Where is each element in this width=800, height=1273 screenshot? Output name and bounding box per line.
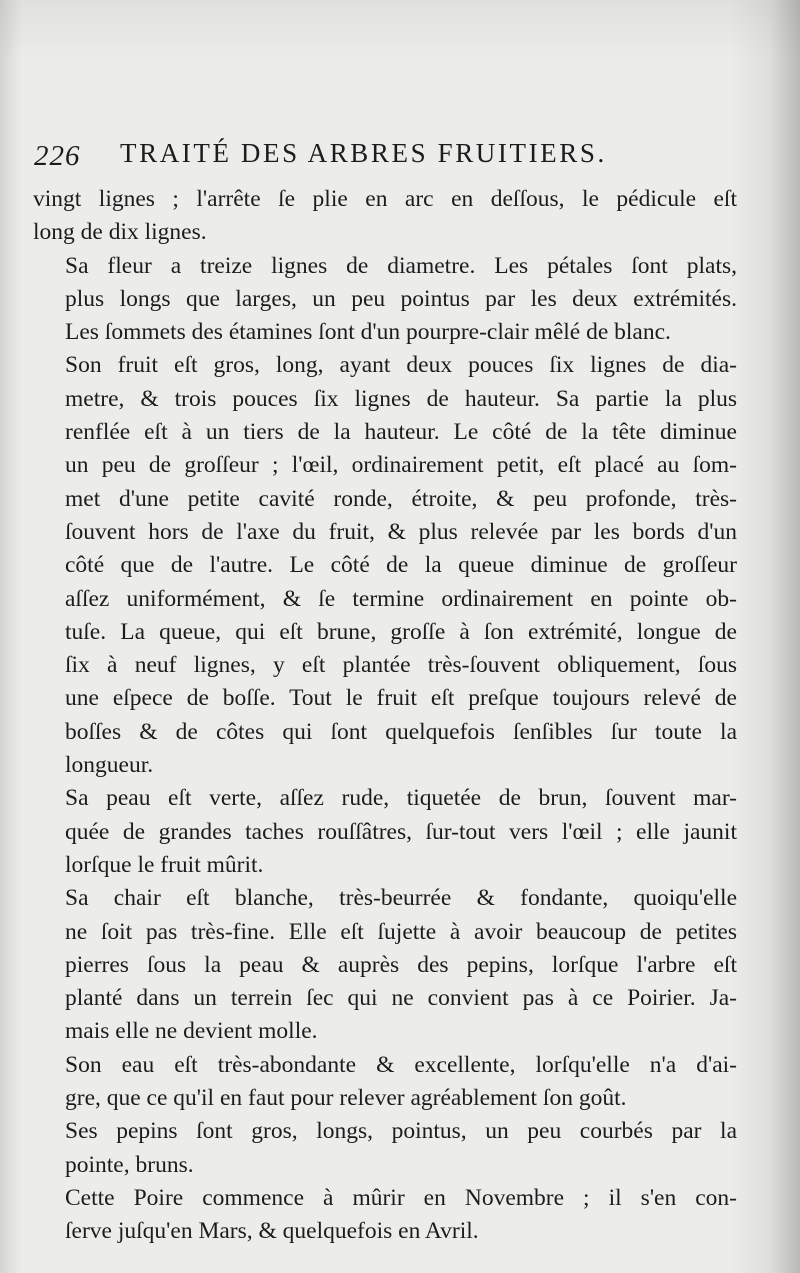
- text-line: vingt lignes ; l'arrête ſe plie en arc en deſſous, le pédicule eſt: [33, 186, 737, 212]
- text-line: ſerve juſqu'en Mars, & quelquefois en Avril.: [65, 1218, 479, 1245]
- text-line: met d'une petite cavité ronde, étroite, & peu profonde, très-: [65, 485, 737, 512]
- text-line: Sa peau eſt verte, aſſez rude, tiquetée de brun, ſouvent mar-: [65, 785, 737, 812]
- text-line: long de dix lignes.: [33, 219, 207, 246]
- paragraph: [33, 782, 737, 882]
- text-line: Ses pepins ſont gros, longs, pointus, un peu courbés par la: [65, 1118, 737, 1145]
- page-title: TRAITÉ DES ARBRES FRUITIERS.: [120, 138, 607, 168]
- page-number: 226: [34, 140, 81, 172]
- text-line: boſſes & de côtes qui ſont quelquefois ſenſibles ſur toute la: [65, 718, 737, 745]
- paragraph: [33, 1115, 737, 1182]
- text-line: pierres ſous la peau & auprès des pepins, lorſque l'arbre eſt: [65, 951, 737, 978]
- text-line: tuſe. La queue, qui eſt brune, groſſe à ſon extrémité, longue de: [65, 618, 737, 645]
- paragraph: [33, 349, 737, 782]
- text-line: renflée eſt à un tiers de la hauteur. Le côté de la tête diminue: [65, 419, 737, 446]
- text-line: longueur.: [65, 752, 154, 779]
- running-head: [34, 136, 659, 172]
- text-line: côté que de l'autre. Le côté de la queue diminue de groſſeur: [65, 552, 737, 579]
- text-line: aſſez uniformément, & ſe termine ordinairement en pointe ob-: [65, 585, 737, 612]
- text-line: Les ſommets des étamines ſont d'un pourpre-clair mêlé de blanc.: [65, 319, 671, 346]
- body-text: [33, 183, 737, 1249]
- text-line: mais elle ne devient molle.: [65, 1018, 318, 1045]
- text-line: une eſpece de boſſe. Tout le fruit eſt preſque toujours relevé de: [65, 685, 737, 712]
- text-line: un peu de groſſeur ; l'œil, ordinairement petit, eſt placé au ſom-: [65, 452, 737, 479]
- text-line: gre, que ce qu'il en faut pour relever agréablement ſon goût.: [65, 1085, 627, 1112]
- text-line: quée de grandes taches rouſſâtres, ſur-tout vers l'œil ; elle jaunit: [65, 818, 737, 845]
- text-line: ſix à neuf lignes, y eſt plantée très-ſouvent obliquement, ſous: [65, 652, 737, 679]
- text-line: pointe, bruns.: [65, 1151, 194, 1178]
- paragraph: [33, 1182, 737, 1249]
- text-line: lorſque le fruit mûrit.: [65, 851, 264, 878]
- paragraph: [33, 250, 737, 350]
- text-line: metre, & trois pouces ſix lignes de hauteur. Sa partie la plus: [65, 385, 737, 412]
- text-line: plus longs que larges, un peu pointus par les deux extrémités.: [65, 285, 737, 312]
- text-line: Sa fleur a treize lignes de diametre. Les pétales ſont plats,: [65, 252, 737, 279]
- text-line: Cette Poire commence à mûrir en Novembre ; il s'en con-: [65, 1184, 737, 1211]
- paragraph: [33, 1049, 737, 1116]
- text-line: planté dans un terrein ſec qui ne convient pas à ce Poirier. Ja-: [65, 985, 737, 1012]
- text-line: ſouvent hors de l'axe du fruit, & plus relevée par les bords d'un: [65, 518, 737, 545]
- text-line: Son eau eſt très-abondante & excellente, lorſqu'elle n'a d'ai-: [65, 1051, 737, 1078]
- text-line: Sa chair eſt blanche, très-beurrée & fondante, quoiqu'elle: [65, 885, 737, 912]
- paragraph: [33, 183, 737, 250]
- text-line: Son fruit eſt gros, long, ayant deux pouces ſix lignes de dia-: [65, 352, 737, 379]
- paragraph: [33, 882, 737, 1048]
- text-line: ne ſoit pas très-fine. Elle eſt ſujette à avoir beaucoup de petites: [65, 918, 737, 945]
